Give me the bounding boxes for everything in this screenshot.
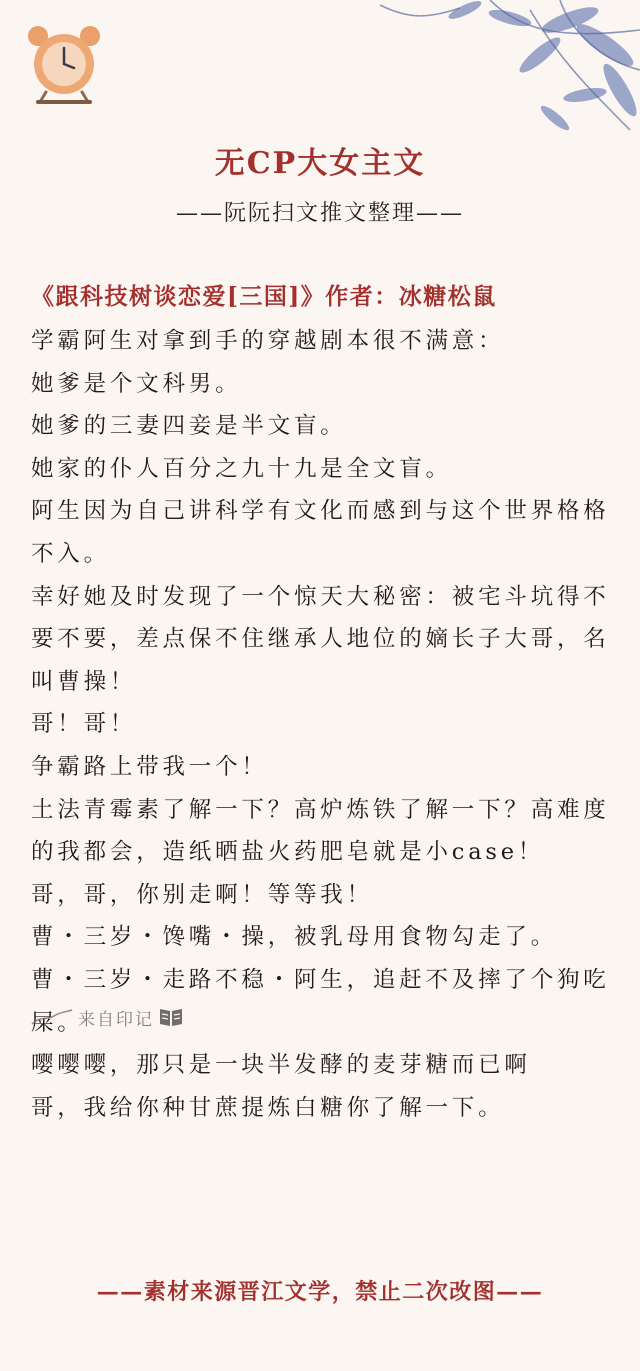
synopsis-paragraph: 曹・三岁・馋嘴・操，被乳母用食物勾走了。: [31, 924, 558, 951]
synopsis-paragraph: 哥！哥！: [31, 711, 137, 738]
synopsis-paragraph: 争霸路上带我一个！: [31, 753, 268, 780]
book-title: 《跟科技树谈恋爱[三国]》作者：冰糖松鼠: [31, 283, 497, 310]
synopsis-paragraph: 她爹的三妻四妾是半文盲。: [31, 413, 347, 440]
synopsis-paragraph: 她家的仆人百分之九十九是全文盲。: [31, 455, 452, 482]
alarm-clock-icon: [22, 22, 106, 106]
page-title: 无CP大女主文: [214, 146, 426, 181]
foliage-decoration-icon: [370, 0, 640, 140]
page-subtitle: ——阮阮扫文推文整理——: [175, 201, 464, 226]
synopsis-paragraph: 嘤嘤嘤，那只是一块半发酵的麦芽糖而已啊: [31, 1052, 531, 1079]
synopsis-paragraph: 阿生因为自己讲科学有文化而感到与这个世界格格不入。: [31, 498, 610, 567]
synopsis-paragraph: 她爹是个文科男。: [31, 370, 242, 397]
synopsis-paragraph: 幸好她及时发现了一个惊天大秘密：被宅斗坑得不要不要，差点保不住继承人地位的嫡长子大哥，名叫曹操！: [31, 583, 610, 695]
squiggle-icon: [30, 1006, 74, 1028]
footer-note: ——素材来源晋江文学，禁止二次改图——: [96, 1279, 544, 1305]
synopsis-paragraph: 哥，我给你种甘蔗提炼白糖你了解一下。: [31, 1094, 505, 1121]
watermark-text: 来自印记: [78, 1009, 154, 1030]
synopsis-paragraph: 哥，哥，你别走啊！等等我！: [31, 881, 373, 908]
source-watermark: [30, 1003, 184, 1031]
synopsis-paragraph: 土法青霉素了解一下？高炉炼铁了解一下？高难度的我都会，造纸晒盐火药肥皂就是小case！: [31, 796, 610, 866]
synopsis-paragraph: 学霸阿生对拿到手的穿越剧本很不满意：: [31, 328, 505, 354]
synopsis-paragraph: 曹・三岁・走路不稳・阿生，追赶不及摔了个狗吃屎。: [31, 966, 610, 1036]
book-icon: [158, 1006, 184, 1028]
